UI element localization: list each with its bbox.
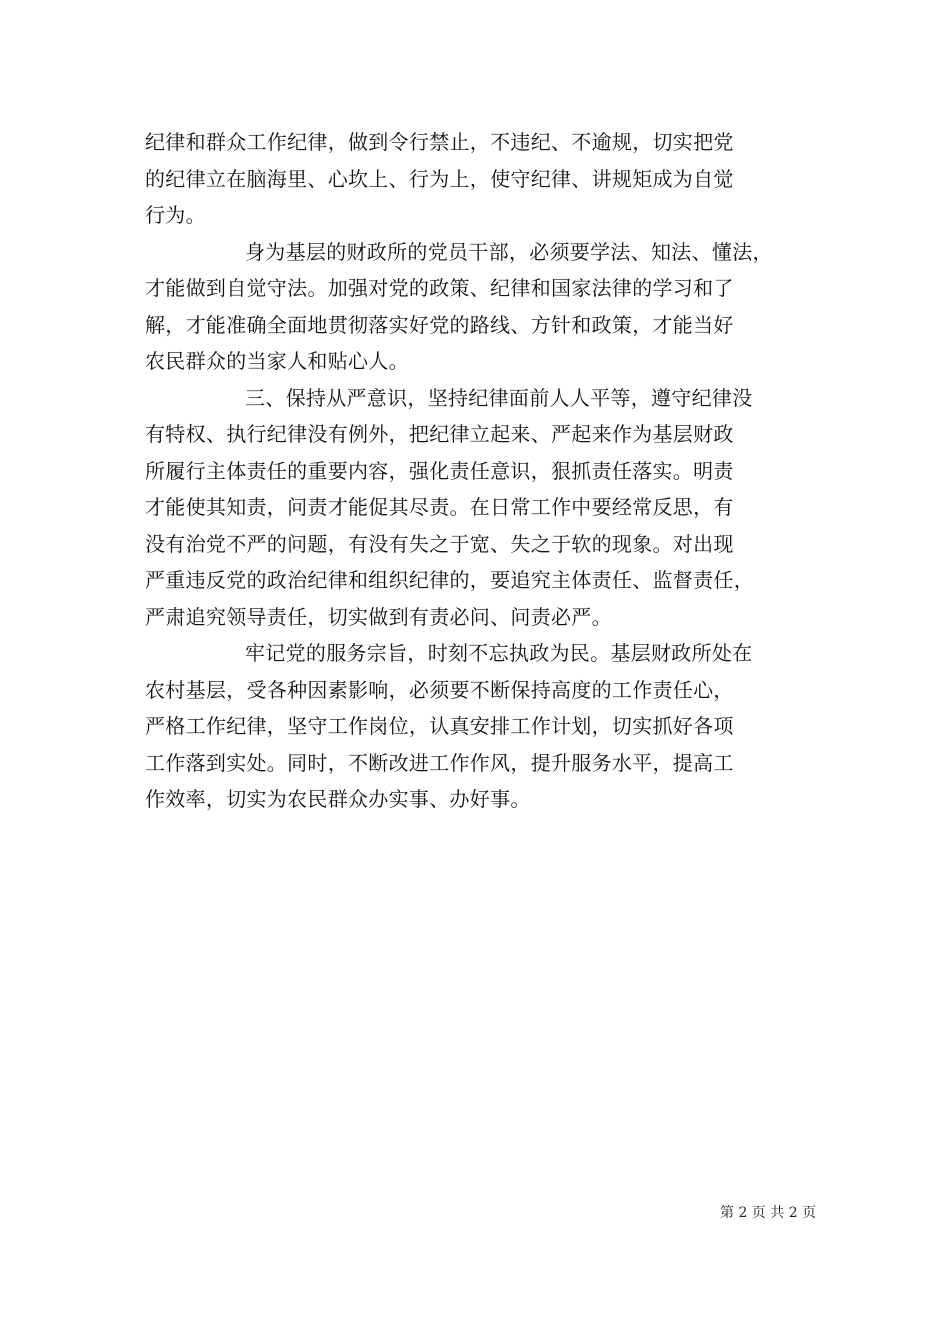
text-line: 严重违反党的政治纪律和组织纪律的，要追究主体责任、监督责任， xyxy=(145,568,754,592)
page-number-footer: 第 2 页 共 2 页 xyxy=(720,1205,817,1221)
text-line: 没有治党不严的问题，有没有失之于宽、失之于软的现象。对出现 xyxy=(145,531,734,556)
paragraph-first-line: 身为基层的财政所的党员干部，必须要学法、知法、懂法， xyxy=(245,239,773,264)
text-line: 解，才能准确全面地贯彻落实好党的路线、方针和政策，才能当好 xyxy=(145,312,734,337)
text-line: 严格工作纪律，坚守工作岗位，认真安排工作计划，切实抓好各项 xyxy=(145,714,734,738)
paragraph-first-line: 牢记党的服务宗旨，时刻不忘执政为民。基层财政所处在 xyxy=(245,641,753,665)
text-line: 才能使其知责，问责才能促其尽责。在日常工作中要经常反思，有 xyxy=(145,495,734,519)
text-line: 纪律和群众工作纪律，做到令行禁止，不违纪、不逾规，切实把党 xyxy=(145,130,734,154)
text-line: 严肃追究领导责任，切实做到有责必问、问责必严。 xyxy=(145,604,612,629)
text-line: 工作落到实处。同时，不断改进工作作风，提升服务水平，提高工 xyxy=(145,750,734,775)
document-body xyxy=(145,124,815,818)
text-line: 才能做到自觉守法。加强对党的政策、纪律和国家法律的学习和了 xyxy=(145,276,734,300)
text-line: 农民群众的当家人和贴心人。 xyxy=(145,349,409,373)
text-line: 农村基层，受各种因素影响，必须要不断保持高度的工作责任心， xyxy=(145,677,734,702)
text-line: 的纪律立在脑海里、心坎上、行为上，使守纪律、讲规矩成为自觉 xyxy=(145,166,734,191)
text-line: 所履行主体责任的重要内容，强化责任意识，狠抓责任落实。明责 xyxy=(145,458,734,483)
text-line: 行为。 xyxy=(145,203,206,227)
text-line: 作效率，切实为农民群众办实事、办好事。 xyxy=(145,787,531,811)
text-line: 有特权、执行纪律没有例外，把纪律立起来、严起来作为基层财政 xyxy=(145,422,734,446)
paragraph-first-line: 三、保持从严意识，坚持纪律面前人人平等，遵守纪律没 xyxy=(245,385,753,410)
